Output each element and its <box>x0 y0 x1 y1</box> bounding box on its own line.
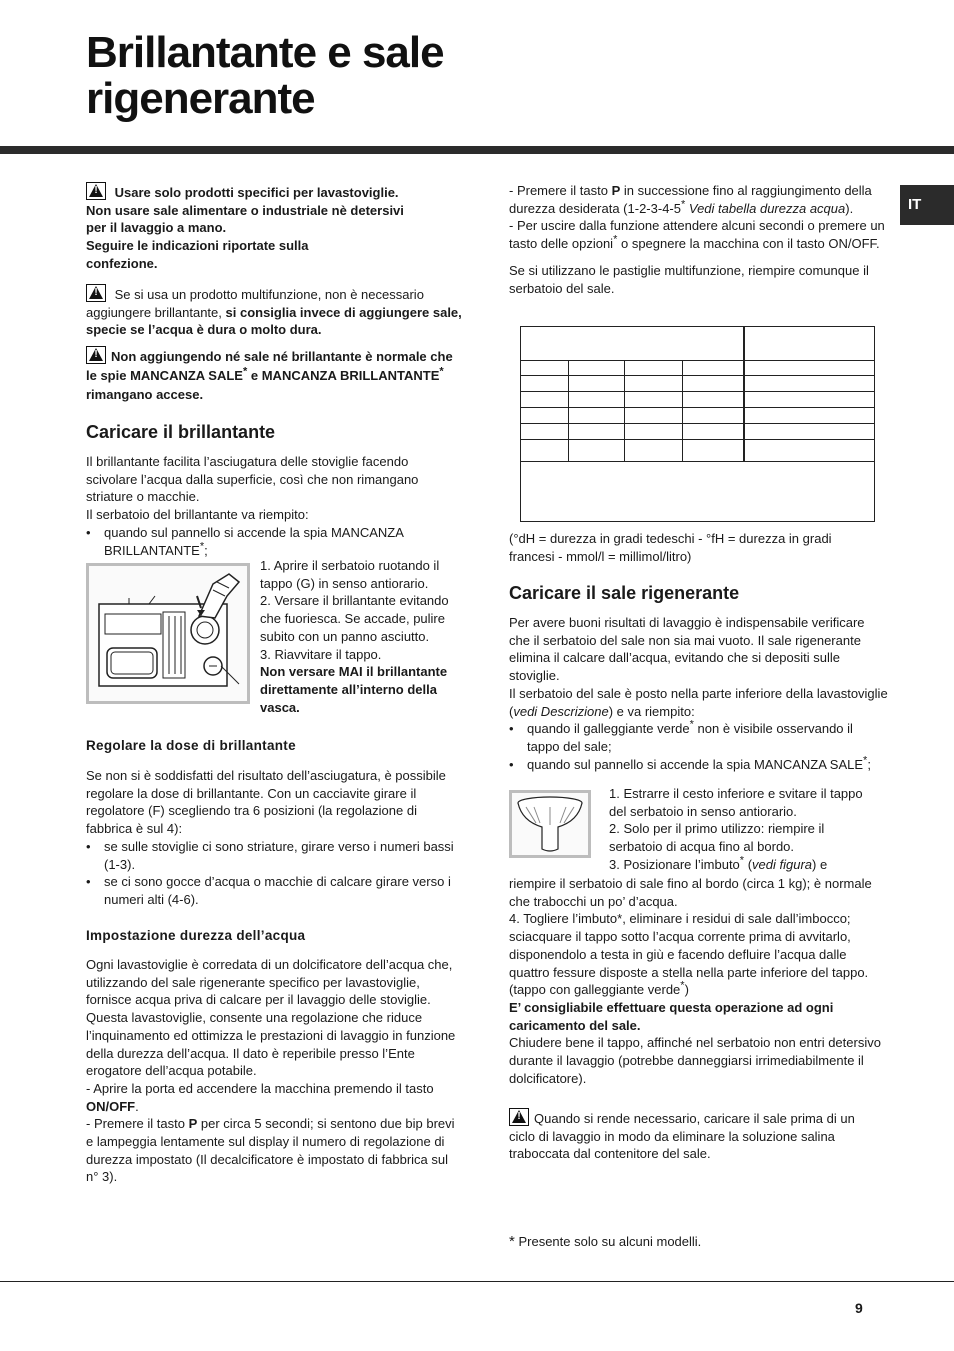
section-heading-brillantante: Caricare il brillantante <box>86 422 276 442</box>
subheading-regolare: Regolare la dose di brillantante <box>86 738 296 753</box>
table-cell <box>625 376 683 392</box>
warning-block-1: ! Usare solo prodotti specifici per lavastoviglie. Non usare sale alimentare o industriale nè detersivi per il lavaggio a mano. Seguire le indicazioni riportate sulla confezione. <box>86 182 466 273</box>
table-cell <box>521 376 569 392</box>
table-cell <box>569 361 625 376</box>
table-cell <box>569 440 625 462</box>
table-cell <box>744 440 875 462</box>
footnote: * Presente solo su alcuni modelli. <box>509 1233 702 1250</box>
list-item: • quando sul pannello si accende la spia MANCANZA BRILLANTANTE*; <box>86 524 441 559</box>
table-cell <box>625 440 683 462</box>
warning-triangle-icon <box>86 182 106 200</box>
warning-block-sale: !Quando si rende necessario, caricare il sale prima di un ciclo di lavaggio in modo da eliminare la soluzione salina traboccata dal contenitore del sale. <box>509 1108 879 1163</box>
page-number: 9 <box>855 1300 863 1316</box>
header-rule <box>0 146 954 154</box>
funnel-icon <box>512 793 588 855</box>
list-item: • quando il galleggiante verde* non è visibile osservando il tappo del sale; <box>509 720 889 755</box>
table-cell <box>521 392 569 408</box>
table-cell <box>625 408 683 424</box>
dispenser-illustration <box>86 563 250 704</box>
table-cell <box>569 408 625 424</box>
right-intro: - Premere il tasto P in successione fino al raggiungimento della durezza desiderata (1-2-3-4-5* Vedi tabella durezza acqua). - Per uscire dalla funzione attendere alcuni secondi o premere un tasto delle opzioni* o spegnere la macchina con il tasto ON/OFF. Se si utilizzano le pastiglie multifunzione, riempire comunque il serbatoio del sale. <box>509 183 885 296</box>
table-cell <box>683 361 745 376</box>
hardness-table <box>520 326 875 522</box>
table-cell <box>683 392 745 408</box>
warning-triangle-icon <box>509 1108 529 1126</box>
table-cell <box>521 408 569 424</box>
sale-body: Per avere buoni risultati di lavaggio è indispensabile verificare che il serbatoio del sale non sia mai vuoto. Il sale rigenerante elimina il calcare dall’acqua, evitando che si depositi sulle stoviglie. Il serbatoio del sale è posto nella parte inferiore della lavastoviglie (vedi Descrizione) e va riempito: • quando il galleggiante verde* non è visibile osservando il tappo del sale; • quando sul pannello si accende la spia MANCANZA SALE*; <box>509 614 889 773</box>
list-item: • se sulle stoviglie ci sono striature, girare verso i numeri bassi (1-3). <box>86 838 466 873</box>
table-cell <box>569 424 625 440</box>
table-cell <box>625 424 683 440</box>
table-note: (°dH = durezza in gradi tedeschi - °fH = durezza in gradi francesi - mmol/l = millimol/litro) <box>509 531 832 564</box>
table-cell <box>744 408 875 424</box>
warning-triangle-icon <box>86 346 106 364</box>
sale-steps-continued: riempire il serbatoio di sale fino al bordo (circa 1 kg); è normale che trabocchi un po’ d’acqua. 4. Togliere l’imbuto*, eliminare i residui di sale dall’imbocco; sciacquare il tappo sotto l’acqua corrente prima di avvitarlo, disponendolo a testa in giù e facendo defluire l’acqua dalle quattro fessure disposte a stella nella parte inferiore del tappo. (tappo con galleggiante verde*) E’ consigliabile effettuare questa operazione ad ogni caricamento del sale. Chiudere bene il tappo, affinché nel serbatoio non entri detersivo durante il lavaggio (potrebbe danneggiarsi irrimediabilmente il dolcificatore). <box>509 876 881 1086</box>
table-cell <box>521 462 875 522</box>
table-cell <box>521 440 569 462</box>
table-cell <box>744 327 875 361</box>
rinse-aid-dispenser-icon <box>89 566 247 701</box>
table-cell <box>683 424 745 440</box>
table-cell <box>744 361 875 376</box>
warning-triangle-icon <box>86 284 106 302</box>
brillantante-intro: Il brillantante facilita l’asciugatura delle stoviglie facendo scivolare l’acqua dalla superficie, così che non rimangano striature o macchie. Il serbatoio del brillantante va riempito: • quando sul pannello si accende la spia MANCANZA BRILLANTANTE*; <box>86 453 441 559</box>
table-cell <box>569 376 625 392</box>
table-cell <box>625 361 683 376</box>
section-heading-sale: Caricare il sale rigenerante <box>509 583 740 603</box>
table-cell <box>521 424 569 440</box>
footer-rule <box>0 1281 954 1282</box>
warning-block-2: ! Se si usa un prodotto multifunzione, non è necessario aggiungere brillantante, si consiglia invece di aggiungere sale, specie se l’acqua è dura o molto dura. <box>86 284 466 339</box>
language-tab: IT <box>900 185 954 225</box>
table-cell <box>521 361 569 376</box>
funnel-illustration <box>509 790 591 858</box>
table-cell <box>683 376 745 392</box>
table-cell <box>683 440 745 462</box>
table-cell <box>744 392 875 408</box>
table-cell <box>744 376 875 392</box>
brillantante-steps: 1. Aprire il serbatoio ruotando il tappo (G) in senso antiorario. 2. Versare il brillantante evitando che fuoriesca. Se accade, pulire subito con un panno asciutto. 3. Riavvitare il tappo. Non versare MAI il brillantante direttamente all’interno della vasca. <box>260 558 449 715</box>
table-cell <box>744 424 875 440</box>
sale-steps-side: 1. Estrarre il cesto inferiore e svitare il tappo del serbatoio in senso antiorario. 2. Solo per il primo utilizzo: riempire il serbatoio di acqua fino al bordo. 3. Posizionare l’imbuto* (vedi figura) e <box>609 786 863 872</box>
warning-block-3: !Non aggiungendo né sale né brillantante è normale che le spie MANCANZA SALE* e MANCANZA BRILLANTANTE* rimangano accese. <box>86 346 466 404</box>
table-cell <box>683 408 745 424</box>
table-cell <box>521 327 745 361</box>
table-cell <box>569 392 625 408</box>
regolare-body: Se non si è soddisfatti del risultato dell’asciugatura, è possibile regolare la dose di brillantante. Con un cacciavite girare il regolatore (F) scegliendo tra 6 posizioni (la regolazione di fabbrica è sul 4): • se sulle stoviglie ci sono striature, girare verso i numeri bassi (1-3). • se ci sono gocce d’acqua o macchie di calcare girare verso i numeri alti (4-6). <box>86 767 466 909</box>
subheading-durezza: Impostazione durezza dell’acqua <box>86 928 306 943</box>
list-item: • quando sul pannello si accende la spia MANCANZA SALE*; <box>509 756 889 774</box>
table-cell <box>625 392 683 408</box>
durezza-body: Ogni lavastoviglie è corredata di un dolcificatore dell’acqua che, utilizzando del sale rigenerante specifico per lavastoviglie, fornisce acqua priva di calcare per il lavaggio delle stoviglie. Questa lavastoviglie, consente una regolazione che riduce l’inquinamento ed ottimizza le prestazioni di lavaggio in funzione della durezza dell’acqua. Il dato è reperibile presso l’Ente erogatore dell’acqua potabile. - Aprire la porta ed accendere la macchina premendo il tasto ON/OFF. - Premere il tasto P per circa 5 secondi; si sentono due bip brevi e lampeggia lentamente sul display il numero di regolazione di durezza impostato (Il decalcificatore è impostato di fabbrica sul n° 3). <box>86 957 456 1185</box>
page-title: Brillantante e sale rigenerante <box>86 28 444 123</box>
list-item: • se ci sono gocce d’acqua o macchie di calcare girare verso i numeri alti (4-6). <box>86 873 466 908</box>
